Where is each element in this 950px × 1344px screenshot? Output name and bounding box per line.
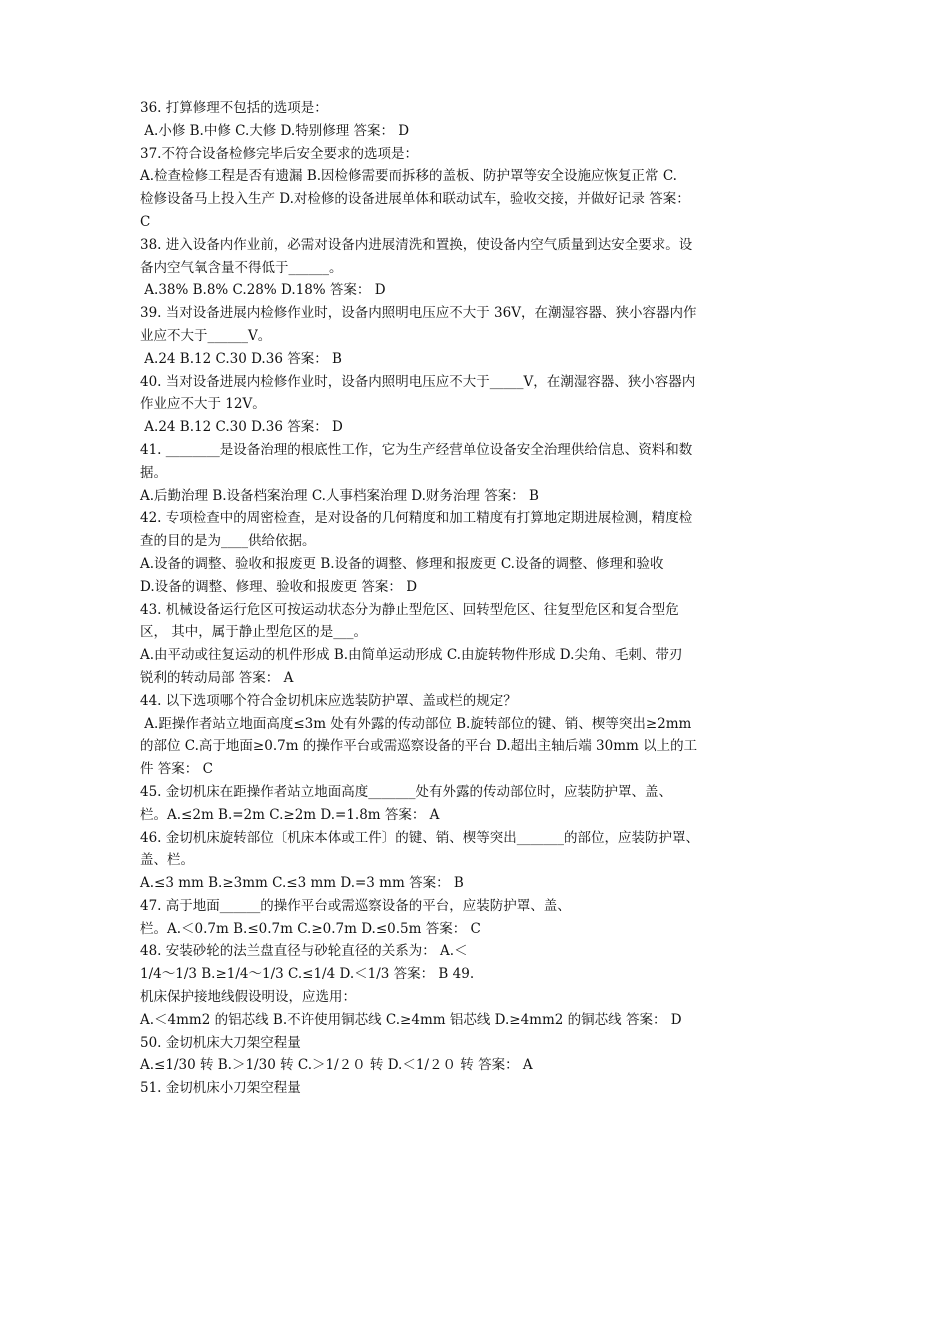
text-line: 37.不符合设备检修完毕后安全要求的选项是：: [140, 145, 418, 162]
text-line: 栏。A.＜0.7m B.≤0.7m C.≥0.7m D.≤0.5m 答案： C: [140, 920, 481, 937]
text-line: A.设备的调整、验收和报废更 B.设备的调整、修理和报废更 C.设备的调整、修理和验收: [140, 555, 664, 572]
text-line: A.检查检修工程是否有遗漏 B.因检修需要而拆移的盖板、防护罩等安全设施应恢复正常 C.: [140, 168, 677, 185]
text-line: D.设备的调整、修理、验收和报废更 答案： D: [140, 578, 418, 595]
text-line: 备内空气氧含量不得低于______。: [140, 259, 343, 276]
text-line: 48. 安装砂轮的法兰盘直径与砂轮直径的关系为： A.＜: [140, 943, 468, 960]
text-line: A.≤3 mm B.≥3mm C.≤3 mm D.=3 mm 答案： B: [140, 875, 464, 892]
text-line: A.≤1/30 转 B.＞1/30 转 C.＞1/２０ 转 D.＜1/２０ 转 答案： A: [140, 1057, 533, 1074]
text-line: 机床保护接地线假设明设，应选用：: [140, 989, 356, 1006]
text-line: 50. 金切机床大刀架空程量: [140, 1034, 301, 1051]
text-line: C: [140, 213, 151, 230]
text-line: 47. 高于地面______的操作平台或需巡察设备的平台，应装防护罩、盖、: [140, 897, 571, 914]
text-line: A.后勤治理 B.设备档案治理 C.人事档案治理 D.财务治理 答案： B: [140, 487, 539, 504]
text-line: 盖、栏。: [140, 852, 194, 869]
text-line: 42. 专项检查中的周密检查，是对设备的几何精度和加工精度有打算地定期进展检测，精度检: [140, 510, 693, 527]
text-line: 36. 打算修理不包括的选项是：: [140, 100, 328, 116]
text-line: 检修设备马上投入生产 D.对检修的设备进展单体和联动试车，验收交接，并做好记录 答案：: [140, 191, 690, 208]
text-line: 51. 金切机床小刀架空程量: [140, 1080, 301, 1097]
text-line: 的部位 C.高于地面≥0.7m 的操作平台或需巡察设备的平台 D.超出主轴后端 30mm 以上的工: [140, 738, 698, 755]
text-line: 40. 当对设备进展内检修作业时，设备内照明电压应不大于_____V，在潮湿容器、狭小容器内: [140, 373, 696, 390]
text-line: A.由平动或往复运动的机件形成 B.由简单运动形成 C.由旋转物件形成 D.尖角、毛刺、带刃: [140, 647, 683, 664]
text-line: 46. 金切机床旋转部位〔机床本体或工件〕的键、销、楔等突出_______的部位，应装防护罩、: [140, 829, 700, 846]
text-line: 据。: [140, 464, 167, 481]
text-line: 作业应不大于 12V。: [140, 396, 266, 413]
text-line: 区， 其中，属于静止型危区的是___。: [140, 624, 368, 641]
text-line: 件 答案： C: [140, 761, 213, 778]
text-line: A.24 B.12 C.30 D.36 答案： B: [140, 350, 342, 367]
text-line: 38. 进入设备内作业前，必需对设备内进展清洗和置换，使设备内空气质量到达安全要求。设: [140, 236, 693, 253]
text-line: 查的目的是为____供给依据。: [140, 533, 316, 550]
text-line: 43. 机械设备运行危区可按运动状态分为静止型危区、回转型危区、往复型危区和复合型危: [140, 601, 679, 618]
text-line: 业应不大于______V。: [140, 327, 272, 344]
text-line: A.距操作者站立地面高度≤3m 处有外露的传动部位 B.旋转部位的键、销、楔等突出≥2mm: [140, 715, 692, 732]
text-line: A.24 B.12 C.30 D.36 答案： D: [140, 419, 343, 436]
text-line: A.38% B.8% C.28% D.18% 答案： D: [140, 282, 386, 299]
text-line: 1/4～1/3 B.≥1/4～1/3 C.≤1/4 D.＜1/3 答案： B 49.: [140, 966, 475, 983]
text-line: 栏。A.≤2m B.=2m C.≥2m D.=1.8m 答案： A: [140, 806, 440, 823]
text-line: 45. 金切机床在距操作者站立地面高度_______处有外露的传动部位时，应装防护罩、盖、: [140, 783, 673, 800]
document-page: [140, 97, 820, 1100]
text-line: 44. 以下选项哪个符合金切机床应选装防护罩、盖或栏的规定？: [140, 692, 517, 709]
text-line: 39. 当对设备进展内检修作业时，设备内照明电压应不大于 36V，在潮湿容器、狭小容器内作: [140, 305, 697, 322]
text-line: A.＜4mm2 的铝芯线 B.不许使用铜芯线 C.≥4mm 铝芯线 D.≥4mm2 的铜芯线 答案： D: [140, 1011, 682, 1028]
text-line: 锐利的转动局部 答案： A: [140, 669, 294, 686]
text-line: 41. ________是设备治理的根底性工作，它为生产经营单位设备安全治理供给信息、资料和数: [140, 441, 693, 458]
text-line: A.小修 B.中修 C.大修 D.特别修理 答案： D: [140, 122, 410, 139]
